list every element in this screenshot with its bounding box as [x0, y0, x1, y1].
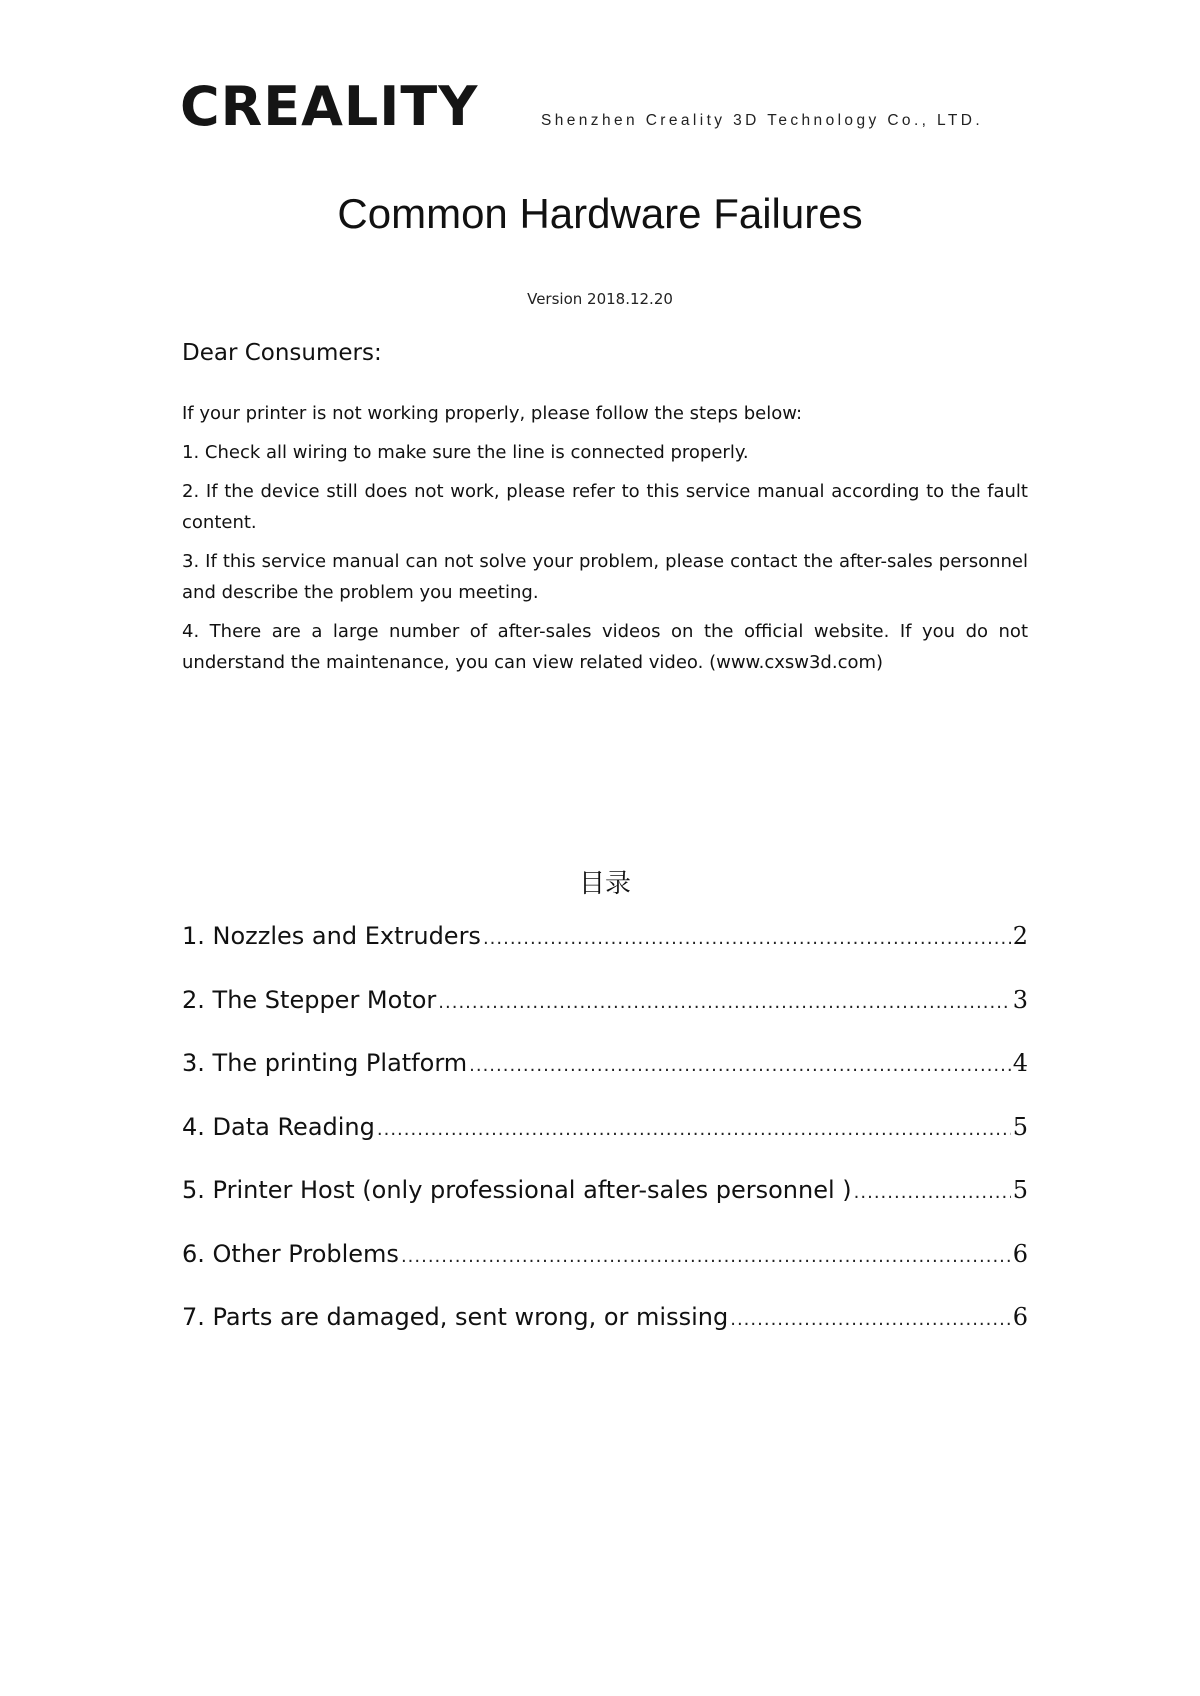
- toc-entry-label: 4. Data Reading: [182, 1112, 375, 1141]
- toc-entry-page: 2: [1012, 922, 1028, 950]
- toc-entry[interactable]: [182, 1240, 1028, 1304]
- toc-entry-label: 7. Parts are damaged, sent wrong, or missing: [182, 1303, 729, 1331]
- toc-entry-label: 5. Printer Host (only professional after-sales personnel ): [182, 1176, 852, 1204]
- toc-entry-label: 3. The printing Platform: [182, 1049, 468, 1077]
- instruction-step: 4. There are a large number of after-sales videos on the official website. If you do not understand the maintenance, you can view related video. (www.cxsw3d.com): [182, 621, 1028, 673]
- toc-heading: 目录: [578, 869, 631, 899]
- toc-entry-page: 6: [1012, 1303, 1028, 1331]
- company-name: Shenzhen Creality 3D Technology Co., LTD.: [541, 112, 984, 129]
- toc-entry[interactable]: [182, 1113, 1028, 1177]
- instructions-intro: If your printer is not working properly, please follow the steps below:: [182, 403, 803, 424]
- toc-entry-page: 4: [1012, 1049, 1028, 1077]
- toc-leader-dots: [730, 1309, 1010, 1330]
- greeting: Dear Consumers:: [182, 340, 382, 366]
- toc-entry-page: 5: [1012, 1176, 1028, 1204]
- page-title: Common Hardware Failures: [337, 190, 863, 237]
- instruction-step: 3. If this service manual can not solve your problem, please contact the after-sales personnel and describe the problem you meeting.: [182, 551, 1028, 603]
- toc-entry-page: 6: [1012, 1239, 1028, 1268]
- toc-entry[interactable]: [182, 1303, 1028, 1367]
- instruction-step: 1. Check all wiring to make sure the line is connected properly.: [182, 442, 749, 463]
- creality-logo: CREALITY: [180, 75, 479, 138]
- toc-leader-dots: [483, 928, 1011, 949]
- toc-leader-dots: [469, 1055, 1011, 1076]
- toc-entry[interactable]: [182, 986, 1028, 1050]
- instruction-step: 2. If the device still does not work, please refer to this service manual according to the fault content.: [182, 481, 1028, 533]
- toc-entry-label: 2. The Stepper Motor: [182, 985, 437, 1014]
- table-of-contents: [182, 922, 1028, 1367]
- version-label: Version 2018.12.20: [527, 290, 673, 308]
- toc-entry-page: 3: [1012, 985, 1028, 1014]
- toc-leader-dots: [854, 1182, 1011, 1203]
- toc-entry-label: 6. Other Problems: [182, 1239, 399, 1268]
- toc-leader-dots: [401, 1246, 1011, 1267]
- toc-entry[interactable]: [182, 922, 1028, 986]
- toc-leader-dots: [438, 992, 1010, 1013]
- toc-entry-label: 1. Nozzles and Extruders: [182, 922, 481, 950]
- toc-entry[interactable]: [182, 1176, 1028, 1240]
- instructions-block: [182, 398, 1028, 686]
- toc-leader-dots: [377, 1119, 1011, 1140]
- toc-entry[interactable]: [182, 1049, 1028, 1113]
- toc-entry-page: 5: [1012, 1112, 1028, 1141]
